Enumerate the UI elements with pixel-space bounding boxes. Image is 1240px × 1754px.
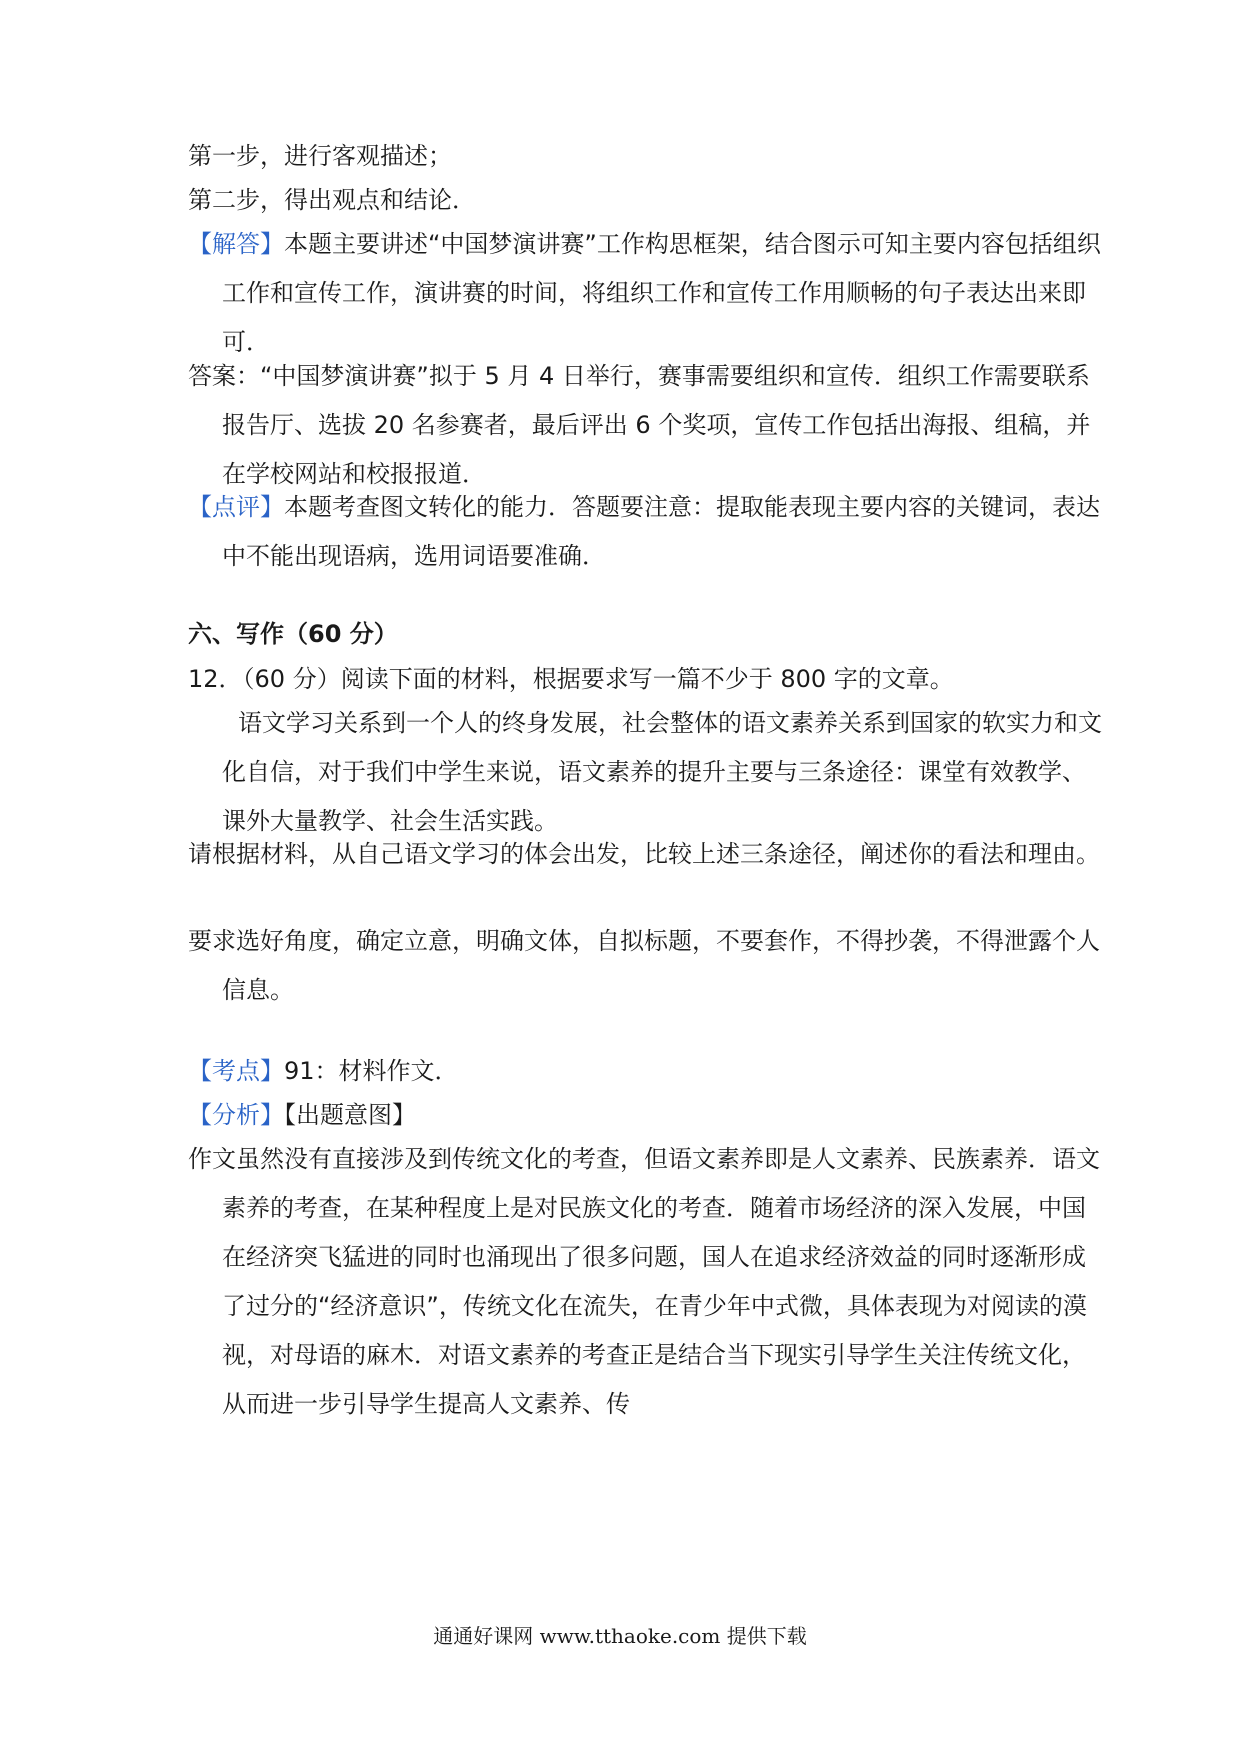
page-footer: 通通好课网 www.tthaoke.com 提供下载 [433,1624,807,1648]
fenxi-text: 【出题意图】 [284,1101,416,1129]
question-prompt: 12．（60 分）阅读下面的材料，根据要求写一篇不少于 800 字的文章。 [188,665,954,693]
answer-explanation-text: 本题主要讲述“中国梦演讲赛”工作构思框架，结合图示可知主要内容包括组织工作和宣传工作，演讲赛的时间，将组织工作和宣传工作用顺畅的句子表达出来即可． [222,230,1101,356]
step-two-line: 第二步，得出观点和结论． [188,186,476,214]
answer-tag: 【解答】 [188,230,284,258]
instruction-one: 请根据材料，从自己语文学习的体会出发，比较上述三条途径，阐述你的看法和理由。 [188,840,1100,868]
kaodian-tag: 【考点】 [188,1057,284,1085]
instruction-two: 要求选好角度，确定立意，明确文体，自拟标题，不要套作，不得抄袭，不得泄露个人信息。 [188,927,1100,1004]
answer-explanation [188,220,1102,367]
answer-text: 答案：“中国梦演讲赛”拟于 5 月 4 日举行，赛事需要组织和宣传．组织工作需要联系报告厅、选拔 20 名参赛者，最后评出 6 个奖项，宣传工作包括出海报、组稿，并在学校网站和校报报道． [188,362,1091,488]
kaodian-line [188,1047,1102,1096]
analysis-text: 作文虽然没有直接涉及到传统文化的考查，但语文素养即是人文素养、民族素养．语文素养的考查，在某种程度上是对民族文化的考查．随着市场经济的深入发展，中国在经济突飞猛进的同时也涌现出了很多问题，国人在追求经济效益的同时逐渐形成了过分的“经济意识”，传统文化在流失，在青少年中式微，具体表现为对阅读的漠视，对母语的麻木．对语文素养的考查正是结合当下现实引导学生关注传统文化，从而进一步引导学生提高人文素养、传 [188,1145,1100,1418]
fenxi-tag: 【分析】 [188,1101,284,1129]
comment-tag: 【点评】 [188,493,284,521]
fenxi-line [188,1091,1102,1140]
kaodian-text: 91：材料作文． [284,1057,459,1085]
step-one-line: 第一步，进行客观描述； [188,142,452,170]
comment-paragraph [188,483,1102,581]
section-heading: 六、写作（60 分） [188,620,398,648]
material-text: 语文学习关系到一个人的终身发展，社会整体的语文素养关系到国家的软实力和文化自信，对于我们中学生来说，语文素养的提升主要与三条途径：课堂有效教学、课外大量教学、社会生活实践。 [222,709,1102,835]
comment-text: 本题考查图文转化的能力．答题要注意：提取能表现主要内容的关键词，表达中不能出现语病，选用词语要准确． [222,493,1100,570]
